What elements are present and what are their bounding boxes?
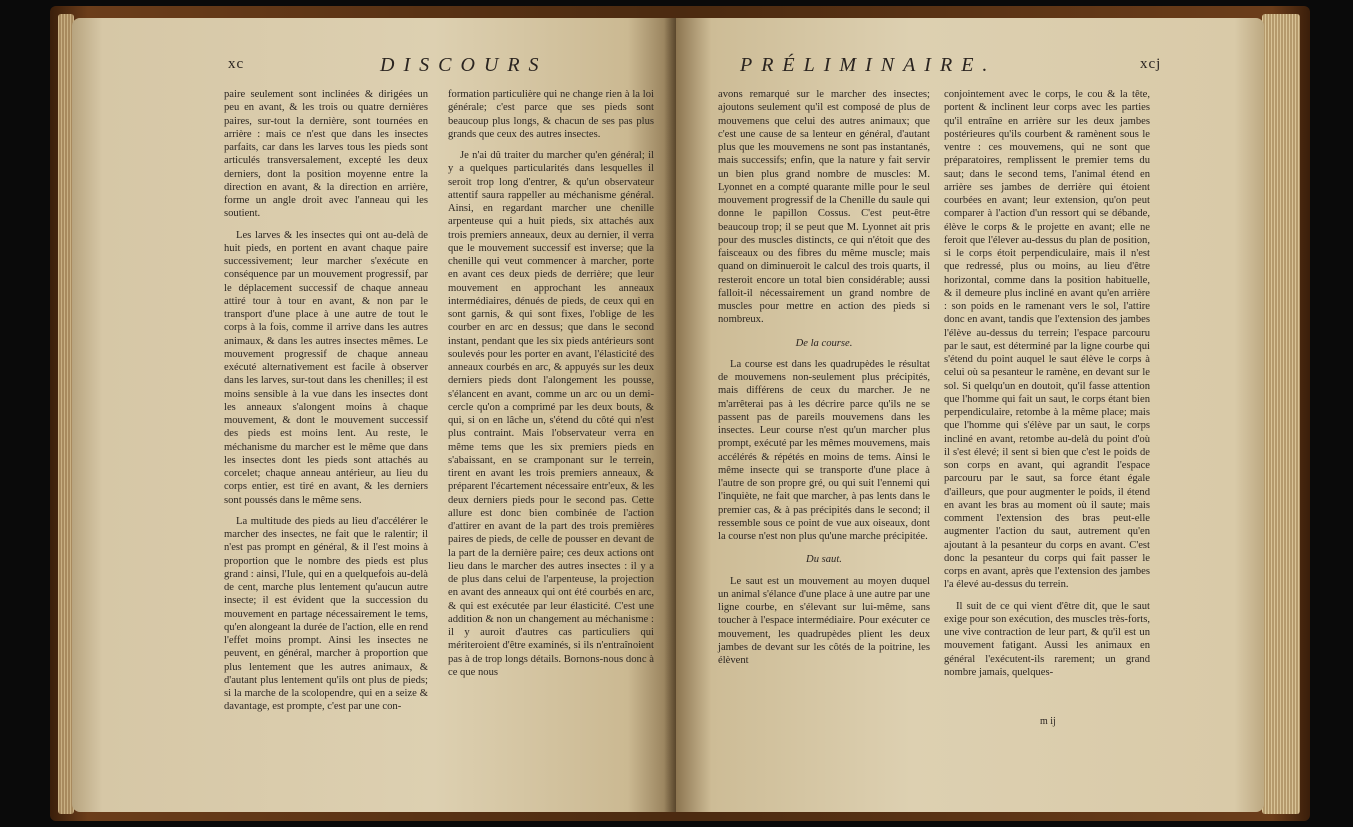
- paragraph: Je n'ai dû traiter du marcher qu'en général; il y a quelques particularités dans lesquelles il seroit trop long d'entrer, & qu'un observateur attentif saura rappeller au méchanisme général. Ainsi, en regardant marcher une chenille arpenteuse qui a huit pieds, six attachés aux trois premiers anneaux, deux au dernier, il verra que le mouvement successif est inverse; que la chenille qui veut commencer à marcher, porte en avant ces deux pieds de derrière; que leur mouvement en approchant les anneaux intermédiaires, dénués de pieds, de ceux qui en sont garnis, & qui sont fixes, l'oblige de les courber en arc en dessus; que dans le second instant, pendant que les six pieds antérieurs sont soulevés pour les porter en avant, l'élasticité des anneaux courbés en arc, & appuyés sur les deux derniers pieds dont l'alongement les pousse, s'élancent en avant, comme un arc ou un demi-cercle qu'on a comprimé par les deux bouts, & qui, si on en lâche un, s'étend du côté qui n'est plus contraint. Mais l'observateur verra en même tems que les six premiers pieds en s'abaissant, en se cramponant sur le terrein, tirent en avant les trois premiers anneaux, & préparent l'écartement nécessaire entr'eux, & les deux derniers pieds pour le second pas. Cette allure est donc bien combinée de l'action d'attirer en avant de la part des trois premières paires de pieds, de celle de pousser en devant de la part de la dernière paire; ces deux actions ont lieu dans le marcher des autres insectes : il y a de plus dans celui de l'arpenteuse, la projection en avant des anneaux qui ont été courbés en arc, & qui est exécutée par leur élasticité. C'est une addition & non un changement au méchanisme : il y auroit d'autres cas particuliers qui mériteroient d'être examinés, si ils n'entraînoient pas à de trop longs détails. Bornons-nous donc à ce que nous: [448, 150, 654, 678]
- left-folio: xc: [228, 56, 245, 72]
- section-heading-saut: Du saut.: [806, 554, 842, 566]
- right-column-1: [718, 88, 930, 667]
- paragraph: avons remarqué sur le marcher des insectes; ajoutons seulement qu'il est composé de plus de mouvemens que celui des autres animaux; que c'est une cause de sa lenteur en général, d'autant plus que les mouvemens ne sont pas instantanés, mais successifs; enfin, que la nature y fait servir un bien plus grand nombre de muscles: M. Lyonnet en a compté quarante mille pour le seul mouvement progressif de la Chenille du saule qui donne le papillon Cossus. C'est peut-être beaucoup trop; il se peut que M. Lyonnet ait pris pour des muscles distincts, ce qui n'étoit que des faisceaux ou des fibres du même muscle; mais quand on diminueroit le calcul des trois quarts, il resteroit encore un total bien considérable; aussi falloit-il nécessairement un grand nombre de muscles pour mettre en action des pieds si nombreux.: [718, 89, 930, 326]
- paragraph: conjointement avec le corps, le cou & la tête, portent & inclinent leur corps avec les parties qu'il entraîne en arrière sur les deux jambes postérieures qu'ils courbent & ramènent sous le ventre : ces mouvemens, qui ne sont que préparatoires, remplissent le premier tems du saut; dans le second tems, l'animal étend en arrière ses jambes de derrière qui étoient courbées en avant; leur extension, qu'on peut comparer à l'action d'un ressort qui se débande, élève le corps & le projette en avant; elle ne feroit que l'élever au-dessus du plan de position, si le corps étoit perpendiculaire, mais il n'est que redressé, plus ou moins, au lieu d'être horizontal, comme dans la position habituelle, & il demeure plus incliné en avant qu'en arrière : son poids en le ramenant vers le sol, l'attire donc en avant, tandis que l'extension des jambes l'élève au-dessus du terrein; l'espace parcouru par le saut, est déterminé par la ligne courbe qui s'étend du point auquel le saut élève le corps à celui où sa pesanteur le ramène, en devant sur le sol. Si quelqu'un en doutoit, qu'il fasse attention que l'homme qui fait un saut, le corps étant bien perpendiculaire, retombe à la même place; mais que l'homme qui s'élève par un saut, le corps incliné en avant, retombe au-delà du point d'où il s'est élevé; il sent si bien que c'est le poids de son corps en avant, qui agrandit l'espace parcouru par le saut, sa force étant égale d'ailleurs, que pour augmenter le poids, il étend en avant les bras au moment où il saute; mais comment l'extension des bras peut-elle augmenter l'action du saut, autrement qu'en ajoutant à la pesanteur du corps en avant. C'est donc la pesanteur du corps qui fait passer le corps en avant, après que l'extension des jambes l'a élevé au-dessus du terrein.: [944, 89, 1150, 591]
- paragraph: paire seulement sont inclinées & dirigées un peu en avant, & les trois ou quatre dernières paires, sur-tout la dernière, sont tournées en arrière : mais ce n'est que dans les insectes parfaits, car dans les larves tous les pieds sont articulés transversalement, excepté les deux derniers, dont la position moyenne entre la direction en avant, & la direction en arrière, forme un angle droit avec l'anneau qui les soutient.: [224, 89, 428, 220]
- left-page: [72, 18, 676, 812]
- left-column-2: [448, 88, 654, 679]
- paragraph: formation particulière qui ne change rien à la loi générale; c'est parce que ses pieds sont beaucoup plus longs, & chacun de ses pas plus grands que ceux des autres insectes.: [448, 89, 654, 140]
- left-column-1: [224, 88, 428, 714]
- right-folio: xcj: [1140, 56, 1162, 72]
- left-running-title: DISCOURS: [380, 54, 548, 76]
- right-column-2: [944, 88, 1150, 679]
- page-edges-right: [1262, 14, 1300, 814]
- paragraph: Les larves & les insectes qui ont au-delà de huit pieds, en portent en avant chaque paire successivement; leur marcher s'exécute en conséquence par un mouvement progressif, par le déplacement successif de chaque anneau attiré tour à tour en avant, & non par le transport d'une place à une autre de tout le corps à la fois, comme il arrive dans les autres animaux, & dans les autres insectes mêmes. Le mouvement progressif de chaque anneau exécuté alternativement est facile à observer dans les larves, sur-tout dans les chenilles; il est moins sensible à la vue dans les insectes dont les anneaux s'alongent moins à chaque mouvement, & dont le mouvement successif des pieds est moins lent. Au reste, le méchanisme du marcher est le même que dans les insectes dont les pieds sont attachés au corcelet; chaque anneau antérieur, au lieu du corps entier, est tiré en avant, & les derniers sont poussés dans le même sens.: [224, 229, 428, 506]
- section-heading-course: De la course.: [795, 337, 853, 349]
- paragraph: La multitude des pieds au lieu d'accélérer le marcher des insectes, ne fait que le ralentir; il n'est pas prompt en général, & il l'est moins à proportion que le nombre des pieds est plus grand : ainsi, l'Iule, qui en a quelquefois au-delà de cent, marche plus lentement qu'aucun autre insecte; il est évident que la succession du mouvement en partage nécessairement le tems, qu'en alongeant la durée de l'action, elle en rend l'effet moins prompt. Ainsi les insectes ne peuvent, en général, marcher à proportion que plus lentement que les autres animaux, & d'autant plus lentement qu'ils ont plus de pieds; si la marche de la scolopendre, qui en a seize & davantage, est prompte, c'est par une con-: [224, 515, 428, 713]
- paragraph: Il suit de ce qui vient d'être dit, que le saut exige pour son exécution, des muscles très-forts, une vive contraction de leur part, & qu'il est un mouvement fatigant. Aussi les animaux en général l'exécutent-ils rarement; un grand nombre jamais, quelques-: [944, 600, 1150, 678]
- right-page: [676, 18, 1264, 812]
- paragraph: Le saut est un mouvement au moyen duquel un animal s'élance d'une place à une autre par une ligne courbe, en s'élevant sur lui-même, sans toucher à l'espace intermédiaire. Pour exécuter ce mouvement, les quadrupèdes plient les deux jambes de devant sur les côtés de la poitrine, les élèvent: [718, 575, 930, 666]
- paragraph: La course est dans les quadrupèdes le résultat de mouvemens non-seulement plus précipités, mais différens de ceux du marcher. Je ne m'arrêterai pas à les décrire parce qu'ils ne se passent pas de pareils mouvemens dans les insectes. Leur course n'est qu'un marcher plus prompt, exécuté par les mêmes mouvemens, mais accélérés & répétés en moins de tems. Ainsi le même insecte qui se transporte d'une place à l'autre de son propre gré, ou qui suit l'ennemi qui l'inquiète, ne fait que marcher, à pas lents dans le premier cas, & à pas précipités dans le second; il ressemble sous ce point de vue aux oiseaux, dont la course n'est non plus qu'une marche précipitée.: [718, 358, 930, 542]
- right-running-title: PRÉLIMINAIRE.: [740, 54, 997, 76]
- signature-mark: m ij: [1040, 716, 1056, 727]
